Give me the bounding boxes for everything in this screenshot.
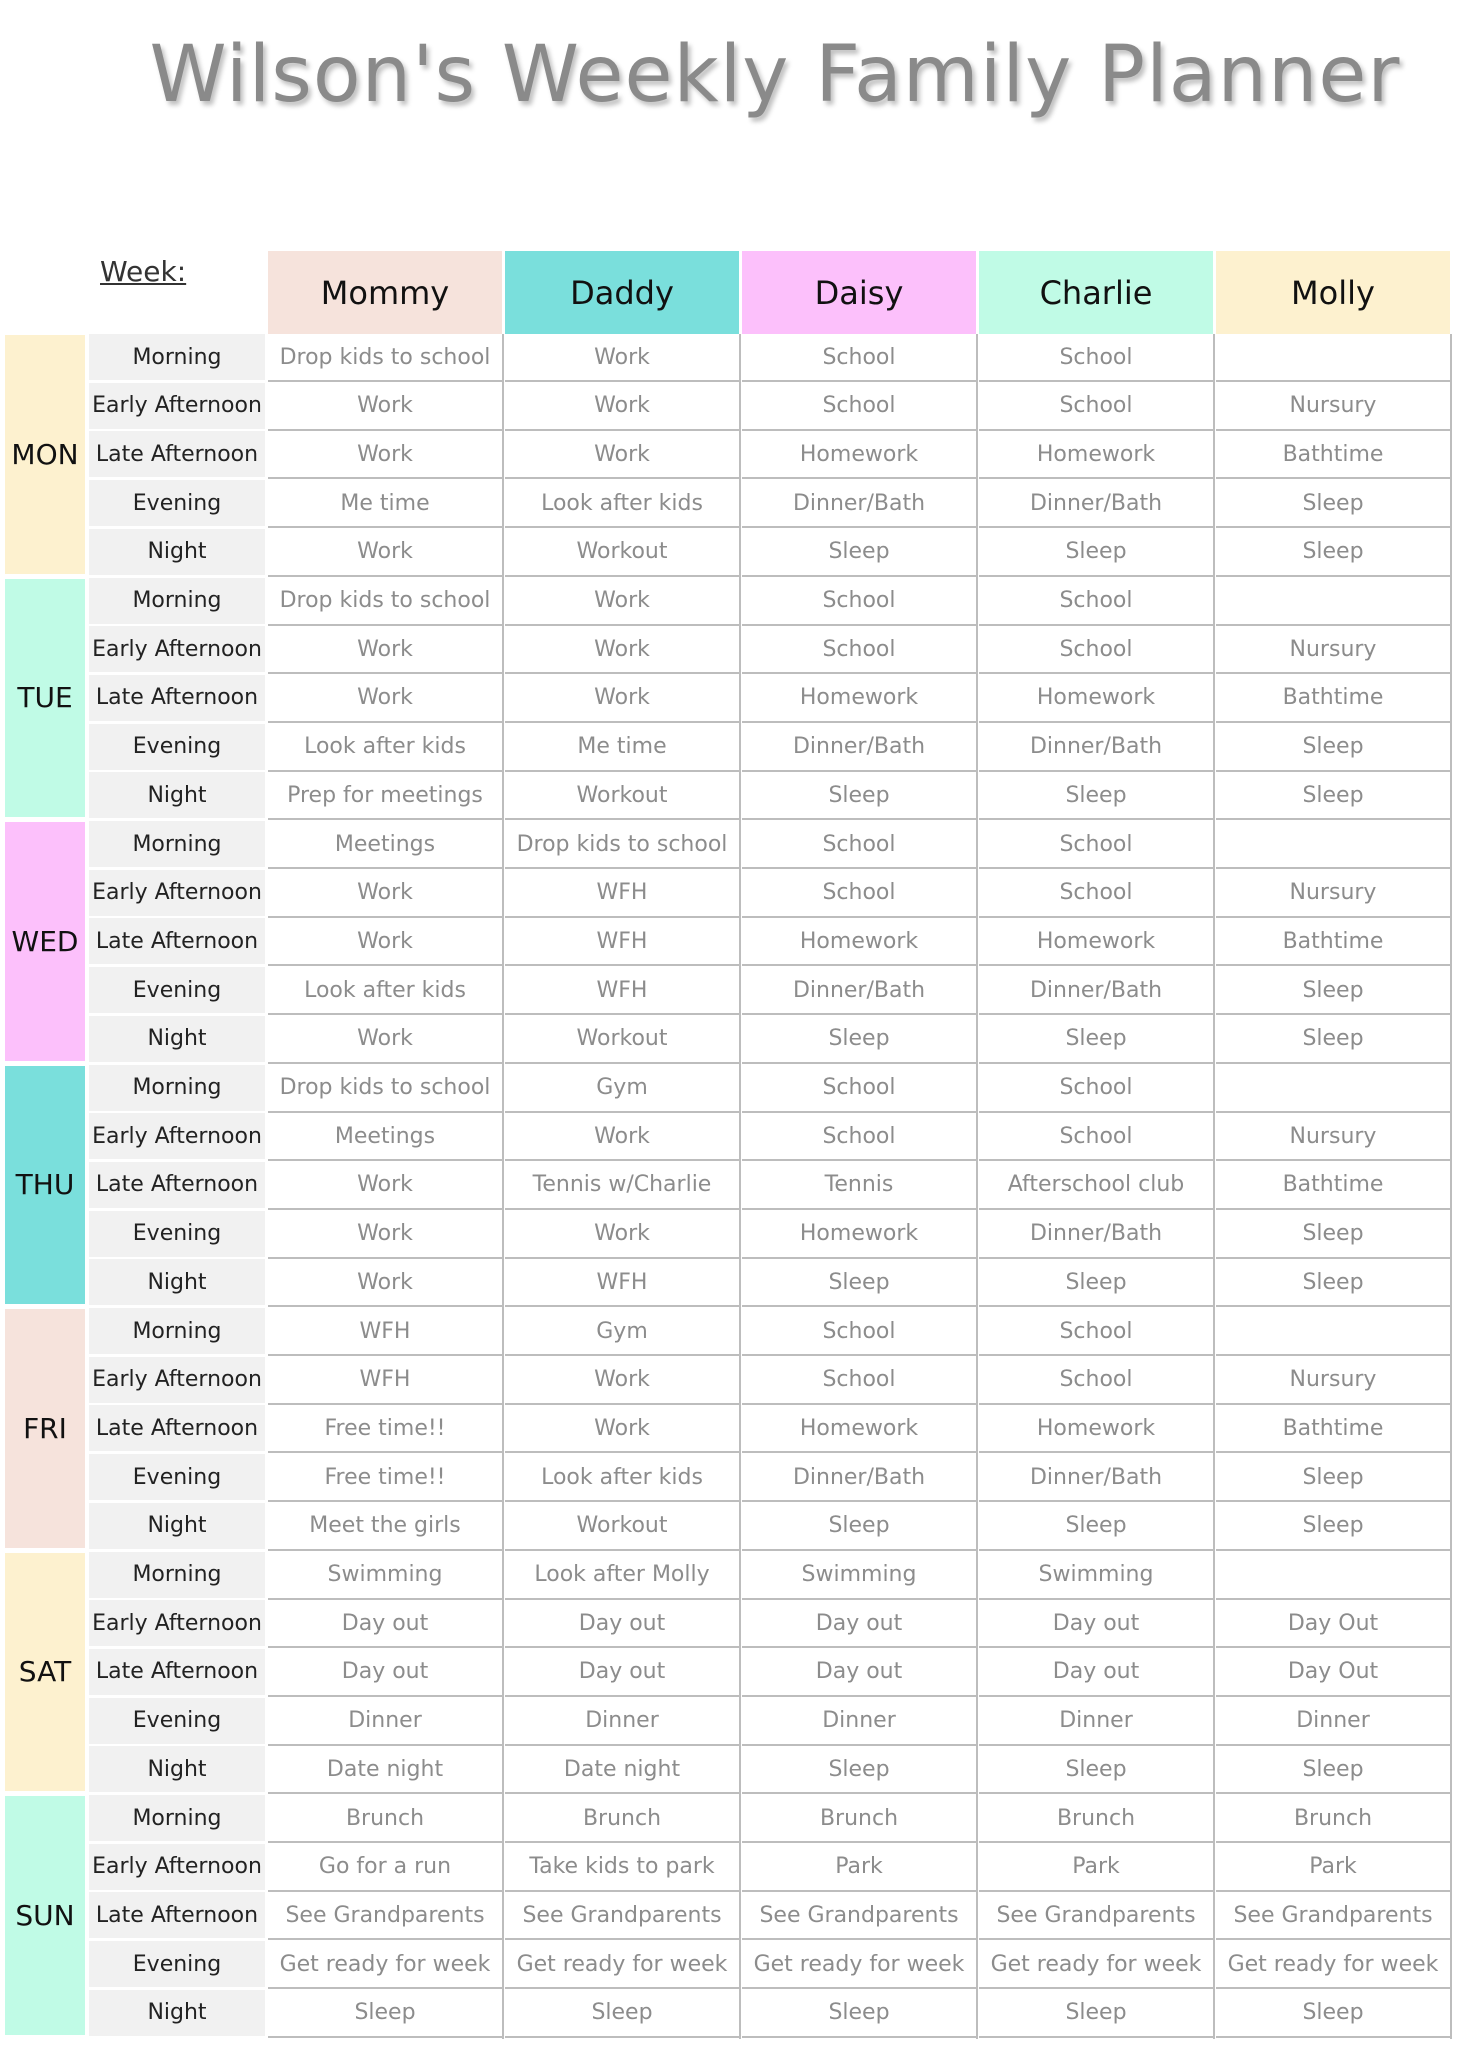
table-row bbox=[89, 1211, 1455, 1259]
plan-cell-daisy[interactable]: School bbox=[742, 1113, 976, 1161]
plan-cell-daddy[interactable]: Workout bbox=[505, 1503, 739, 1551]
plan-cell-mommy[interactable]: Free time!! bbox=[268, 1405, 502, 1453]
time-slot-label: Evening bbox=[89, 480, 265, 528]
plan-cell-daisy[interactable]: See Grandparents bbox=[742, 1892, 976, 1940]
table-row bbox=[89, 431, 1455, 479]
member-header-mommy: Mommy bbox=[268, 251, 502, 334]
plan-cell-charlie[interactable]: Day out bbox=[979, 1600, 1213, 1648]
plan-cell-mommy[interactable]: Work bbox=[268, 1211, 502, 1259]
member-header-charlie: Charlie bbox=[979, 251, 1213, 334]
plan-cell-molly[interactable]: Sleep bbox=[1216, 724, 1450, 772]
time-slot-label: Morning bbox=[89, 1308, 265, 1356]
plan-cell-daisy[interactable]: Get ready for week bbox=[742, 1941, 976, 1989]
plan-cell-daisy[interactable]: Dinner bbox=[742, 1698, 976, 1746]
time-slot-label: Early Afternoon bbox=[89, 870, 265, 918]
plan-cell-daisy[interactable]: Sleep bbox=[742, 1259, 976, 1307]
plan-cell-molly[interactable]: See Grandparents bbox=[1216, 1892, 1450, 1940]
member-header-row bbox=[268, 251, 1453, 334]
plan-cell-daisy[interactable]: Homework bbox=[742, 918, 976, 966]
plan-cell-molly[interactable]: Nursury bbox=[1216, 1357, 1450, 1405]
plan-cell-daisy[interactable]: Sleep bbox=[742, 529, 976, 577]
plan-cell-charlie[interactable]: School bbox=[979, 334, 1213, 382]
member-header-daddy: Daddy bbox=[505, 251, 739, 334]
plan-cell-daddy[interactable]: Work bbox=[505, 1113, 739, 1161]
plan-cell-molly[interactable]: Sleep bbox=[1216, 1503, 1450, 1551]
plan-cell-daddy[interactable]: Sleep bbox=[505, 1990, 739, 2038]
day-label-thu: THU bbox=[5, 1066, 85, 1305]
table-row bbox=[89, 967, 1455, 1015]
plan-cell-mommy[interactable]: Work bbox=[268, 1016, 502, 1064]
plan-cell-daddy[interactable]: Day out bbox=[505, 1649, 739, 1697]
plan-cell-daddy[interactable]: Drop kids to school bbox=[505, 821, 739, 869]
time-slot-label: Late Afternoon bbox=[89, 1162, 265, 1210]
table-row bbox=[89, 626, 1455, 674]
plan-cell-molly[interactable]: Sleep bbox=[1216, 1016, 1450, 1064]
plan-cell-daisy[interactable]: Sleep bbox=[742, 1746, 976, 1794]
plan-cell-molly[interactable] bbox=[1216, 1552, 1450, 1600]
plan-cell-charlie[interactable]: Sleep bbox=[979, 1016, 1213, 1064]
plan-cell-daddy[interactable]: Workout bbox=[505, 772, 739, 820]
table-row bbox=[89, 1503, 1455, 1551]
table-row bbox=[89, 1405, 1455, 1453]
plan-cell-daisy[interactable]: Homework bbox=[742, 431, 976, 479]
plan-cell-charlie[interactable]: Dinner bbox=[979, 1698, 1213, 1746]
time-slot-label: Night bbox=[89, 529, 265, 577]
time-slot-label: Evening bbox=[89, 1454, 265, 1502]
plan-cell-charlie[interactable]: Dinner/Bath bbox=[979, 480, 1213, 528]
plan-cell-daisy[interactable]: Homework bbox=[742, 1211, 976, 1259]
plan-cell-charlie[interactable]: School bbox=[979, 383, 1213, 431]
plan-cell-daisy[interactable]: Homework bbox=[742, 1405, 976, 1453]
time-slot-label: Morning bbox=[89, 821, 265, 869]
plan-cell-mommy[interactable]: Meetings bbox=[268, 1113, 502, 1161]
plan-cell-charlie[interactable]: Afterschool club bbox=[979, 1162, 1213, 1210]
plan-cell-daisy[interactable]: School bbox=[742, 1308, 976, 1356]
plan-cell-charlie[interactable]: School bbox=[979, 626, 1213, 674]
plan-cell-mommy[interactable]: Work bbox=[268, 918, 502, 966]
plan-cell-mommy[interactable]: Work bbox=[268, 1259, 502, 1307]
plan-cell-daisy[interactable]: Dinner/Bath bbox=[742, 480, 976, 528]
plan-cell-mommy[interactable]: See Grandparents bbox=[268, 1892, 502, 1940]
plan-cell-daisy[interactable]: School bbox=[742, 821, 976, 869]
plan-cell-charlie[interactable]: Day out bbox=[979, 1649, 1213, 1697]
plan-cell-charlie[interactable]: Brunch bbox=[979, 1795, 1213, 1843]
plan-cell-mommy[interactable]: Get ready for week bbox=[268, 1941, 502, 1989]
plan-cell-charlie[interactable]: School bbox=[979, 1357, 1213, 1405]
plan-cell-daddy[interactable]: Dinner bbox=[505, 1698, 739, 1746]
plan-cell-daisy[interactable]: School bbox=[742, 626, 976, 674]
plan-cell-charlie[interactable]: School bbox=[979, 578, 1213, 626]
plan-cell-molly[interactable] bbox=[1216, 821, 1450, 869]
plan-cell-daisy[interactable]: School bbox=[742, 1065, 976, 1113]
plan-cell-molly[interactable]: Nursury bbox=[1216, 870, 1450, 918]
column-divider bbox=[1450, 334, 1452, 2039]
plan-cell-mommy[interactable]: Me time bbox=[268, 480, 502, 528]
plan-cell-daddy[interactable]: WFH bbox=[505, 918, 739, 966]
plan-cell-charlie[interactable]: See Grandparents bbox=[979, 1892, 1213, 1940]
time-slot-label: Early Afternoon bbox=[89, 626, 265, 674]
plan-cell-molly[interactable]: Nursury bbox=[1216, 383, 1450, 431]
table-row bbox=[89, 578, 1455, 626]
table-row bbox=[89, 918, 1455, 966]
day-label-sun: SUN bbox=[5, 1796, 85, 2035]
plan-cell-mommy[interactable]: Sleep bbox=[268, 1990, 502, 2038]
plan-cell-molly[interactable]: Get ready for week bbox=[1216, 1941, 1450, 1989]
table-row bbox=[89, 1892, 1455, 1940]
plan-cell-daddy[interactable]: Work bbox=[505, 1211, 739, 1259]
plan-cell-molly[interactable]: Park bbox=[1216, 1844, 1450, 1892]
week-label: Week: bbox=[100, 255, 187, 288]
plan-cell-mommy[interactable]: Day out bbox=[268, 1600, 502, 1648]
plan-cell-molly[interactable]: Sleep bbox=[1216, 1211, 1450, 1259]
table-row bbox=[89, 772, 1455, 820]
time-slot-label: Early Afternoon bbox=[89, 1113, 265, 1161]
plan-cell-charlie[interactable]: Sleep bbox=[979, 1990, 1213, 2038]
table-row bbox=[89, 1698, 1455, 1746]
table-row bbox=[89, 1746, 1455, 1794]
plan-cell-daddy[interactable]: Work bbox=[505, 1405, 739, 1453]
time-slot-label: Late Afternoon bbox=[89, 431, 265, 479]
plan-cell-daddy[interactable]: Work bbox=[505, 383, 739, 431]
day-label-sat: SAT bbox=[5, 1553, 85, 1792]
table-row bbox=[89, 1162, 1455, 1210]
plan-cell-charlie[interactable]: Sleep bbox=[979, 529, 1213, 577]
plan-cell-molly[interactable]: Nursury bbox=[1216, 626, 1450, 674]
plan-cell-mommy[interactable]: Dinner bbox=[268, 1698, 502, 1746]
plan-cell-daddy[interactable]: Work bbox=[505, 334, 739, 382]
plan-cell-charlie[interactable]: School bbox=[979, 1113, 1213, 1161]
table-row bbox=[89, 383, 1455, 431]
plan-cell-molly[interactable] bbox=[1216, 578, 1450, 626]
plan-cell-mommy[interactable]: Work bbox=[268, 383, 502, 431]
plan-cell-molly[interactable]: Day Out bbox=[1216, 1649, 1450, 1697]
plan-cell-mommy[interactable]: Look after kids bbox=[268, 724, 502, 772]
plan-cell-daddy[interactable]: Date night bbox=[505, 1746, 739, 1794]
plan-cell-molly[interactable] bbox=[1216, 1308, 1450, 1356]
time-slot-label: Night bbox=[89, 1746, 265, 1794]
plan-cell-charlie[interactable]: Homework bbox=[979, 431, 1213, 479]
plan-cell-daddy[interactable]: Workout bbox=[505, 1016, 739, 1064]
plan-cell-daisy[interactable]: Day out bbox=[742, 1600, 976, 1648]
table-row bbox=[89, 870, 1455, 918]
plan-cell-daisy[interactable]: Brunch bbox=[742, 1795, 976, 1843]
plan-cell-daddy[interactable]: Work bbox=[505, 675, 739, 723]
plan-cell-molly[interactable]: Sleep bbox=[1216, 1990, 1450, 2038]
day-label-fri: FRI bbox=[5, 1309, 85, 1548]
plan-cell-mommy[interactable]: Meet the girls bbox=[268, 1503, 502, 1551]
plan-cell-daisy[interactable]: Park bbox=[742, 1844, 976, 1892]
plan-cell-daddy[interactable]: Tennis w/Charlie bbox=[505, 1162, 739, 1210]
plan-cell-daisy[interactable]: School bbox=[742, 578, 976, 626]
plan-cell-charlie[interactable]: Get ready for week bbox=[979, 1941, 1213, 1989]
plan-cell-daddy[interactable]: Work bbox=[505, 626, 739, 674]
time-slot-label: Late Afternoon bbox=[89, 918, 265, 966]
plan-cell-charlie[interactable]: Swimming bbox=[979, 1552, 1213, 1600]
plan-cell-daddy[interactable]: WFH bbox=[505, 1259, 739, 1307]
table-row bbox=[89, 1649, 1455, 1697]
plan-cell-daddy[interactable]: Day out bbox=[505, 1600, 739, 1648]
table-row bbox=[89, 1941, 1455, 1989]
time-slot-label: Early Afternoon bbox=[89, 1357, 265, 1405]
plan-cell-charlie[interactable]: Dinner/Bath bbox=[979, 1454, 1213, 1502]
plan-cell-daddy[interactable]: WFH bbox=[505, 967, 739, 1015]
plan-cell-charlie[interactable]: Dinner/Bath bbox=[979, 724, 1213, 772]
plan-cell-molly[interactable] bbox=[1216, 334, 1450, 382]
plan-cell-mommy[interactable]: WFH bbox=[268, 1308, 502, 1356]
plan-cell-molly[interactable]: Dinner bbox=[1216, 1698, 1450, 1746]
plan-cell-mommy[interactable]: Drop kids to school bbox=[268, 334, 502, 382]
time-slot-label: Morning bbox=[89, 1795, 265, 1843]
plan-cell-charlie[interactable]: School bbox=[979, 1308, 1213, 1356]
plan-cell-mommy[interactable]: Drop kids to school bbox=[268, 1065, 502, 1113]
plan-cell-charlie[interactable]: Dinner/Bath bbox=[979, 967, 1213, 1015]
plan-cell-molly[interactable]: Sleep bbox=[1216, 480, 1450, 528]
day-label-tue: TUE bbox=[5, 579, 85, 818]
plan-cell-charlie[interactable]: Homework bbox=[979, 1405, 1213, 1453]
member-header-molly: Molly bbox=[1216, 251, 1450, 334]
plan-cell-daisy[interactable]: Tennis bbox=[742, 1162, 976, 1210]
time-slot-label: Late Afternoon bbox=[89, 1405, 265, 1453]
plan-cell-daisy[interactable]: Sleep bbox=[742, 1503, 976, 1551]
table-row bbox=[89, 480, 1455, 528]
table-row bbox=[89, 675, 1455, 723]
table-row bbox=[89, 334, 1455, 382]
time-slot-label: Evening bbox=[89, 1698, 265, 1746]
plan-cell-mommy[interactable]: Work bbox=[268, 675, 502, 723]
table-row bbox=[89, 1357, 1455, 1405]
time-slot-label: Early Afternoon bbox=[89, 1844, 265, 1892]
table-row bbox=[89, 529, 1455, 577]
plan-cell-daddy[interactable]: Work bbox=[505, 431, 739, 479]
table-row bbox=[89, 724, 1455, 772]
plan-cell-mommy[interactable]: Brunch bbox=[268, 1795, 502, 1843]
member-header-daisy: Daisy bbox=[742, 251, 976, 334]
plan-cell-daisy[interactable]: Sleep bbox=[742, 772, 976, 820]
plan-cell-daddy[interactable]: Gym bbox=[505, 1065, 739, 1113]
plan-cell-molly[interactable] bbox=[1216, 1065, 1450, 1113]
plan-cell-charlie[interactable]: Park bbox=[979, 1844, 1213, 1892]
plan-cell-molly[interactable]: Bathtime bbox=[1216, 918, 1450, 966]
time-slot-label: Night bbox=[89, 1990, 265, 2038]
plan-cell-mommy[interactable]: Work bbox=[268, 431, 502, 479]
plan-cell-charlie[interactable]: Sleep bbox=[979, 772, 1213, 820]
plan-cell-mommy[interactable]: WFH bbox=[268, 1357, 502, 1405]
plan-cell-molly[interactable]: Bathtime bbox=[1216, 431, 1450, 479]
plan-cell-molly[interactable]: Sleep bbox=[1216, 529, 1450, 577]
plan-cell-mommy[interactable]: Drop kids to school bbox=[268, 578, 502, 626]
plan-cell-charlie[interactable]: School bbox=[979, 1065, 1213, 1113]
plan-cell-daddy[interactable]: Gym bbox=[505, 1308, 739, 1356]
plan-cell-daddy[interactable]: Look after Molly bbox=[505, 1552, 739, 1600]
plan-cell-mommy[interactable]: Day out bbox=[268, 1649, 502, 1697]
plan-cell-daddy[interactable]: Me time bbox=[505, 724, 739, 772]
time-slot-label: Evening bbox=[89, 1211, 265, 1259]
plan-cell-daisy[interactable]: Sleep bbox=[742, 1016, 976, 1064]
plan-cell-daisy[interactable]: Dinner/Bath bbox=[742, 1454, 976, 1502]
table-row bbox=[89, 1795, 1455, 1843]
plan-cell-charlie[interactable]: Sleep bbox=[979, 1503, 1213, 1551]
plan-cell-daddy[interactable]: Work bbox=[505, 578, 739, 626]
column-divider bbox=[739, 334, 741, 2039]
table-row bbox=[89, 1259, 1455, 1307]
plan-cell-molly[interactable]: Bathtime bbox=[1216, 675, 1450, 723]
plan-cell-charlie[interactable]: Sleep bbox=[979, 1746, 1213, 1794]
plan-cell-mommy[interactable]: Swimming bbox=[268, 1552, 502, 1600]
table-row bbox=[89, 1600, 1455, 1648]
table-row bbox=[89, 1844, 1455, 1892]
plan-cell-molly[interactable]: Sleep bbox=[1216, 1454, 1450, 1502]
plan-cell-daisy[interactable]: School bbox=[742, 1357, 976, 1405]
column-divider bbox=[976, 334, 978, 2039]
time-slot-label: Morning bbox=[89, 1065, 265, 1113]
plan-cell-daddy[interactable]: Work bbox=[505, 1357, 739, 1405]
plan-cell-daddy[interactable]: Brunch bbox=[505, 1795, 739, 1843]
plan-cell-mommy[interactable]: Go for a run bbox=[268, 1844, 502, 1892]
day-label-mon: MON bbox=[5, 335, 85, 574]
time-slot-label: Late Afternoon bbox=[89, 675, 265, 723]
plan-cell-charlie[interactable]: School bbox=[979, 870, 1213, 918]
plan-cell-daisy[interactable]: School bbox=[742, 383, 976, 431]
time-slot-label: Night bbox=[89, 1016, 265, 1064]
table-row bbox=[89, 1308, 1455, 1356]
plan-cell-molly[interactable]: Sleep bbox=[1216, 967, 1450, 1015]
plan-cell-daddy[interactable]: Get ready for week bbox=[505, 1941, 739, 1989]
plan-cell-molly[interactable]: Bathtime bbox=[1216, 1162, 1450, 1210]
plan-cell-daisy[interactable]: Swimming bbox=[742, 1552, 976, 1600]
plan-cell-mommy[interactable]: Work bbox=[268, 529, 502, 577]
plan-cell-mommy[interactable]: Free time!! bbox=[268, 1454, 502, 1502]
plan-cell-molly[interactable]: Sleep bbox=[1216, 1746, 1450, 1794]
plan-cell-daisy[interactable]: Day out bbox=[742, 1649, 976, 1697]
table-row bbox=[89, 821, 1455, 869]
plan-cell-molly[interactable]: Day Out bbox=[1216, 1600, 1450, 1648]
table-row bbox=[89, 1016, 1455, 1064]
plan-cell-charlie[interactable]: Dinner/Bath bbox=[979, 1211, 1213, 1259]
plan-cell-daisy[interactable]: Dinner/Bath bbox=[742, 967, 976, 1015]
plan-cell-daddy[interactable]: Look after kids bbox=[505, 1454, 739, 1502]
plan-cell-daisy[interactable]: Dinner/Bath bbox=[742, 724, 976, 772]
plan-cell-molly[interactable]: Brunch bbox=[1216, 1795, 1450, 1843]
plan-cell-daisy[interactable]: School bbox=[742, 334, 976, 382]
plan-cell-mommy[interactable]: Prep for meetings bbox=[268, 772, 502, 820]
time-slot-label: Morning bbox=[89, 334, 265, 382]
plan-cell-mommy[interactable]: Meetings bbox=[268, 821, 502, 869]
table-row bbox=[89, 1065, 1455, 1113]
plan-cell-daddy[interactable]: Workout bbox=[505, 529, 739, 577]
time-slot-label: Morning bbox=[89, 578, 265, 626]
plan-cell-charlie[interactable]: Homework bbox=[979, 918, 1213, 966]
plan-cell-daisy[interactable]: Sleep bbox=[742, 1990, 976, 2038]
plan-cell-molly[interactable]: Sleep bbox=[1216, 772, 1450, 820]
table-row bbox=[89, 1990, 1455, 2038]
time-slot-label: Evening bbox=[89, 724, 265, 772]
time-slot-label: Early Afternoon bbox=[89, 383, 265, 431]
plan-cell-mommy[interactable]: Work bbox=[268, 870, 502, 918]
table-row bbox=[89, 1552, 1455, 1600]
plan-cell-daddy[interactable]: See Grandparents bbox=[505, 1892, 739, 1940]
time-slot-label: Early Afternoon bbox=[89, 1600, 265, 1648]
plan-cell-molly[interactable]: Sleep bbox=[1216, 1259, 1450, 1307]
time-slot-label: Evening bbox=[89, 1941, 265, 1989]
time-slot-label: Night bbox=[89, 772, 265, 820]
time-slot-label: Morning bbox=[89, 1552, 265, 1600]
plan-cell-mommy[interactable]: Work bbox=[268, 1162, 502, 1210]
plan-cell-charlie[interactable]: Sleep bbox=[979, 1259, 1213, 1307]
plan-cell-daisy[interactable]: School bbox=[742, 870, 976, 918]
column-divider bbox=[1213, 334, 1215, 2039]
time-slot-label: Night bbox=[89, 1259, 265, 1307]
plan-cell-molly[interactable]: Bathtime bbox=[1216, 1405, 1450, 1453]
column-divider bbox=[502, 334, 504, 2039]
plan-cell-molly[interactable]: Nursury bbox=[1216, 1113, 1450, 1161]
plan-cell-mommy[interactable]: Date night bbox=[268, 1746, 502, 1794]
plan-cell-mommy[interactable]: Look after kids bbox=[268, 967, 502, 1015]
time-slot-label: Night bbox=[89, 1503, 265, 1551]
plan-cell-charlie[interactable]: Homework bbox=[979, 675, 1213, 723]
plan-cell-daddy[interactable]: Look after kids bbox=[505, 480, 739, 528]
time-slot-label: Late Afternoon bbox=[89, 1649, 265, 1697]
table-row bbox=[89, 1113, 1455, 1161]
day-label-wed: WED bbox=[5, 822, 85, 1061]
plan-cell-daddy[interactable]: WFH bbox=[505, 870, 739, 918]
time-slot-label: Evening bbox=[89, 967, 265, 1015]
plan-cell-mommy[interactable]: Work bbox=[268, 626, 502, 674]
plan-cell-charlie[interactable]: School bbox=[979, 821, 1213, 869]
page-title: Wilson's Weekly Family Planner bbox=[149, 30, 1401, 120]
time-slot-label: Late Afternoon bbox=[89, 1892, 265, 1940]
table-row bbox=[89, 1454, 1455, 1502]
plan-cell-daisy[interactable]: Homework bbox=[742, 675, 976, 723]
plan-cell-daddy[interactable]: Take kids to park bbox=[505, 1844, 739, 1892]
